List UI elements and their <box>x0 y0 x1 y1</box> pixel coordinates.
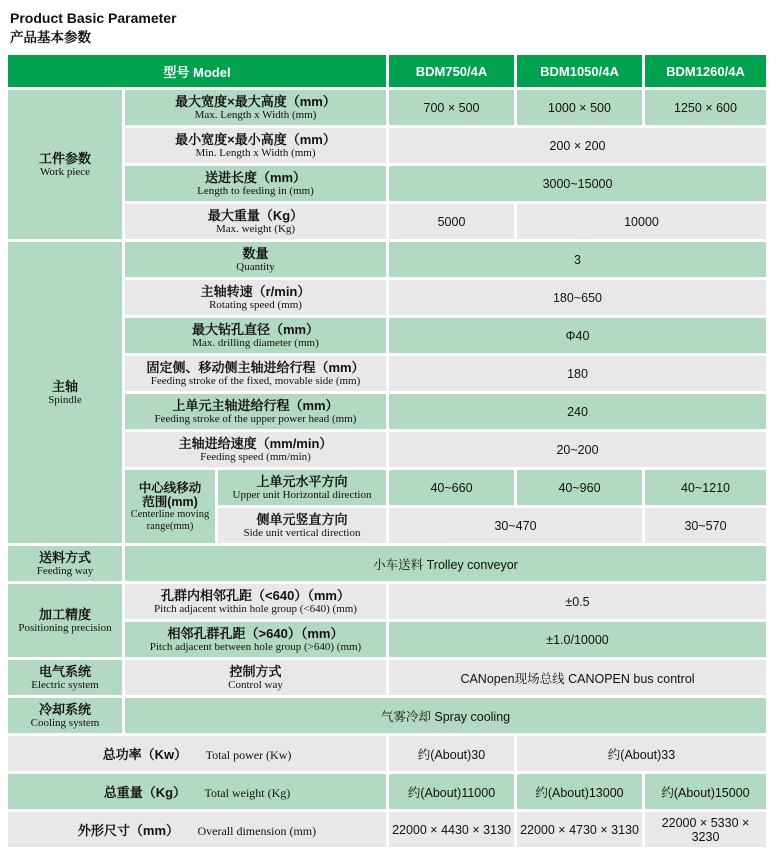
cell-max-weight-value-23: 10000 <box>517 204 766 239</box>
cell-max-size-value-1: 700 × 500 <box>389 90 514 125</box>
cell-overall-dimension-label <box>8 812 386 847</box>
cell-max-size-value-2: 1000 × 500 <box>517 90 642 125</box>
param-en: Control way <box>228 678 283 691</box>
param-zh: 侧单元竖直方向 <box>256 511 348 527</box>
cell-total-power-value-1: 约(About)30 <box>389 736 514 771</box>
page-title-zh: 产品基本参数 <box>10 30 91 45</box>
param-en: Max. Length x Width (mm) <box>194 108 317 121</box>
param-zh: 最大宽度×最大高度（mm） <box>175 93 336 109</box>
cell-overall-dimension-value-1: 22000 × 4430 × 3130 <box>389 812 514 847</box>
table-header-row <box>8 55 766 87</box>
cell-upper-stroke-value: 240 <box>389 394 766 429</box>
param-en: Side unit vertical direction <box>243 526 361 539</box>
cell-pitch-within-value: ±0.5 <box>389 584 766 619</box>
param-zh: 范围(mm) <box>142 494 198 509</box>
param-en: Min. Length x Width (mm) <box>195 146 316 159</box>
param-en: Quantity <box>236 260 275 273</box>
table-row <box>8 90 766 125</box>
cell-drilling-diameter-value: Φ40 <box>389 318 766 353</box>
table-row <box>8 812 766 847</box>
group-label-zh: 送料方式 <box>38 549 91 565</box>
param-en: Centerline moving <box>130 508 210 520</box>
param-zh: 最大钻孔直径（mm） <box>191 321 320 337</box>
cell-total-weight-value-3: 约(About)15000 <box>645 774 766 809</box>
cell-horizontal-value-3: 40~1210 <box>645 470 766 505</box>
param-en: Feeding stroke of the fixed, movable side (mm) <box>150 374 361 387</box>
total-label-en: Total weight (Kg) <box>204 785 291 800</box>
cell-control-way-param <box>125 660 386 695</box>
group-label-zh: 电气系统 <box>38 663 91 679</box>
param-zh: 数量 <box>242 245 269 261</box>
group-label-en: Electric system <box>31 678 99 691</box>
param-zh: 上单元水平方向 <box>256 473 348 489</box>
total-label-zh: 总重量（Kg） <box>103 784 187 800</box>
param-en: Upper unit Horizontal direction <box>232 488 372 501</box>
group-label-zh: 冷却系统 <box>38 701 91 717</box>
cell-group-precision <box>8 584 122 657</box>
cell-drilling-diameter-param <box>125 318 386 353</box>
param-zh: 孔群内相邻孔距（<640）（mm） <box>161 587 350 603</box>
cell-total-power-label <box>8 736 386 771</box>
cell-overall-dimension-value-3: 22000 × 5330 × 3230 <box>645 812 766 847</box>
cell-total-power-value-23: 约(About)33 <box>517 736 766 771</box>
param-zh: 中心线移动 <box>138 480 202 495</box>
param-en: Feeding speed (mm/min) <box>200 450 311 463</box>
group-label-en: Work piece <box>39 165 91 178</box>
cell-total-weight-label <box>8 774 386 809</box>
cell-group-cooling <box>8 698 122 733</box>
cell-upper-stroke-param <box>125 394 386 429</box>
cell-total-weight-value-2: 约(About)13000 <box>517 774 642 809</box>
cell-max-size-param <box>125 90 386 125</box>
param-en: Feeding stroke of the upper power head (mm) <box>154 412 357 425</box>
table-row <box>8 774 766 809</box>
cell-group-feeding-way <box>8 546 122 581</box>
cell-rotating-speed-value: 180~650 <box>389 280 766 315</box>
param-zh: 最小宽度×最小高度（mm） <box>175 131 336 147</box>
cell-min-size-param <box>125 128 386 163</box>
table-row <box>8 660 766 695</box>
cell-centerline-range-label <box>125 470 215 543</box>
cell-min-size-value: 200 × 200 <box>389 128 766 163</box>
total-label-en: Overall dimension (mm) <box>197 823 317 838</box>
group-label-en: Cooling system <box>30 716 100 729</box>
spec-table <box>5 52 769 850</box>
model-header-cell: 型号 Model <box>8 55 386 87</box>
cell-horizontal-value-2: 40~960 <box>517 470 642 505</box>
group-label-en: Positioning precision <box>18 621 112 634</box>
cell-max-weight-param <box>125 204 386 239</box>
cell-horizontal-direction-param <box>218 470 386 505</box>
cell-horizontal-value-1: 40~660 <box>389 470 514 505</box>
cell-feeding-speed-param <box>125 432 386 467</box>
param-zh: 固定侧、移动侧主轴进给行程（mm） <box>146 359 365 375</box>
cell-vertical-value-3: 30~570 <box>645 508 766 543</box>
param-zh: 上单元主轴进给行程（mm） <box>172 397 339 413</box>
page-title-block <box>0 0 776 46</box>
cell-group-workpiece <box>8 90 122 239</box>
cell-control-way-value: CANopen现场总线 CANOPEN bus control <box>389 660 766 695</box>
param-en: range(mm) <box>146 520 194 532</box>
cell-quantity-value: 3 <box>389 242 766 277</box>
param-zh: 主轴转速（r/min） <box>200 283 311 299</box>
param-zh: 相邻孔群孔距（>640）（mm） <box>167 625 344 641</box>
group-label-en: Spindle <box>48 393 82 406</box>
cell-max-size-value-3: 1250 × 600 <box>645 90 766 125</box>
group-label-en: Feeding way <box>36 564 94 577</box>
param-zh: 最大重量（Kg） <box>207 207 304 223</box>
param-en: Rotating speed (mm) <box>209 298 302 311</box>
model-column-3: BDM1260/4A <box>645 55 766 87</box>
total-label-en: Total power (Kw) <box>205 747 292 762</box>
cell-quantity-param <box>125 242 386 277</box>
group-label-zh: 加工精度 <box>38 606 91 622</box>
cell-group-spindle <box>8 242 122 543</box>
param-en: Length to feeding in (mm) <box>197 184 314 197</box>
cell-fixed-movable-stroke-param <box>125 356 386 391</box>
param-zh: 送进长度（mm） <box>204 169 307 185</box>
cell-cooling-value: 气雾冷却 Spray cooling <box>125 698 766 733</box>
cell-rotating-speed-param <box>125 280 386 315</box>
group-label-zh: 主轴 <box>51 378 78 394</box>
param-zh: 主轴进给速度（mm/min） <box>178 435 333 451</box>
table-row <box>8 546 766 581</box>
cell-max-weight-value-1: 5000 <box>389 204 514 239</box>
param-en: Pitch adjacent between hole group (>640) (mm) <box>149 640 362 653</box>
total-label-zh: 总功率（Kw） <box>102 746 188 762</box>
table-row <box>8 242 766 277</box>
model-column-1: BDM750/4A <box>389 55 514 87</box>
param-en: Max. weight (Kg) <box>215 222 296 235</box>
cell-feeding-way-value: 小车送料 Trolley conveyor <box>125 546 766 581</box>
cell-group-electric <box>8 660 122 695</box>
param-zh: 控制方式 <box>229 663 282 679</box>
cell-total-weight-value-1: 约(About)11000 <box>389 774 514 809</box>
total-label-zh: 外形尺寸（mm） <box>77 822 180 838</box>
model-column-2: BDM1050/4A <box>517 55 642 87</box>
cell-pitch-within-param <box>125 584 386 619</box>
param-en: Max. drilling diameter (mm) <box>192 336 319 349</box>
cell-overall-dimension-value-2: 22000 × 4730 × 3130 <box>517 812 642 847</box>
group-label-zh: 工件参数 <box>38 150 91 166</box>
cell-feeding-speed-value: 20~200 <box>389 432 766 467</box>
page-title: Product Basic Parameter <box>10 10 177 26</box>
cell-fixed-movable-stroke-value: 180 <box>389 356 766 391</box>
table-row <box>8 736 766 771</box>
table-row <box>8 698 766 733</box>
cell-vertical-direction-param <box>218 508 386 543</box>
table-row <box>8 584 766 619</box>
cell-pitch-between-param <box>125 622 386 657</box>
cell-pitch-between-value: ±1.0/10000 <box>389 622 766 657</box>
cell-feed-length-param <box>125 166 386 201</box>
cell-vertical-value-12: 30~470 <box>389 508 642 543</box>
cell-feed-length-value: 3000~15000 <box>389 166 766 201</box>
param-en: Pitch adjacent within hole group (<640) (mm) <box>154 602 357 615</box>
